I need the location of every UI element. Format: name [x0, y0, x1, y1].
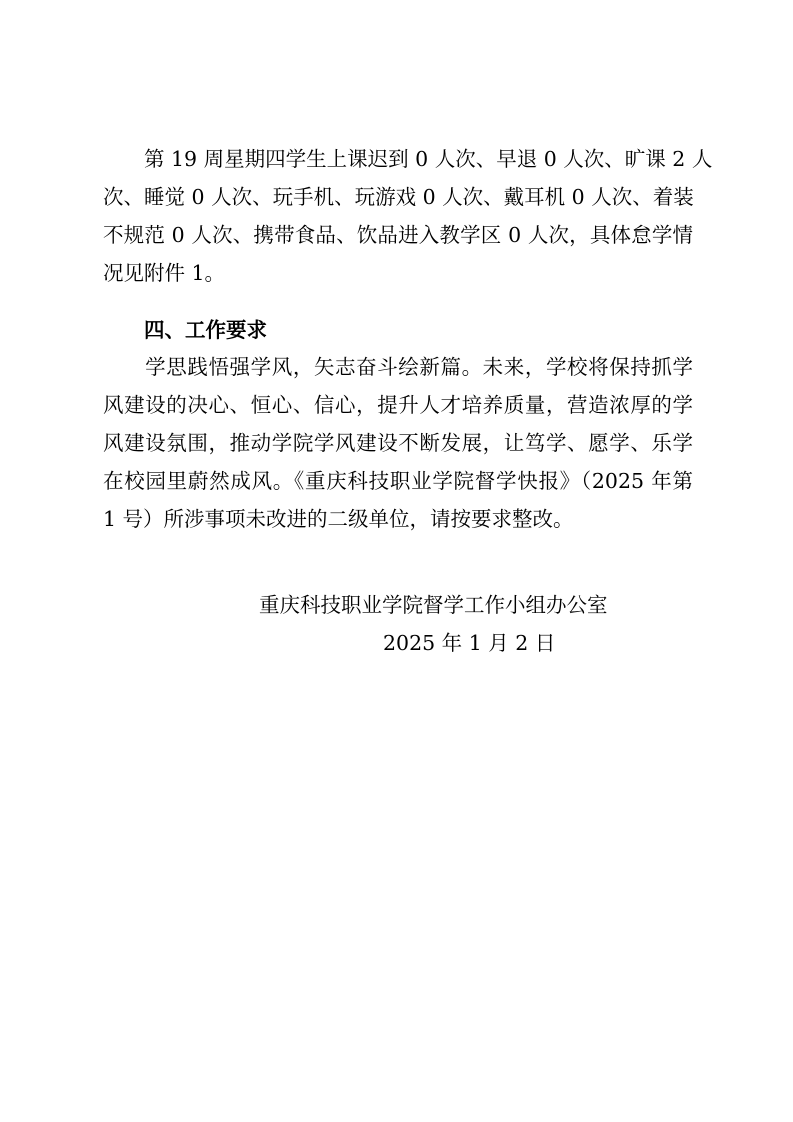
section-4-heading: 四、工作要求 — [144, 318, 267, 342]
signature-office: 重庆科技职业学院督学工作小组办公室 — [259, 593, 608, 617]
paragraph-1-line-3: 不规范 0 人次、携带食品、饮品进入教学区 0 人次，具体怠学情 — [103, 223, 693, 247]
section-4-line-2: 风建设的决心、恒心、信心，提升人才培养质量，营造浓厚的学 — [103, 393, 693, 417]
section-4-line-5: 1 号）所涉事项未改进的二级单位，请按要求整改。 — [103, 507, 574, 531]
paragraph-1-line-1: 第 19 周星期四学生上课迟到 0 人次、早退 0 人次、旷课 2 人 — [103, 147, 713, 171]
section-4-line-3: 风建设氛围，推动学院学风建设不断发展，让笃学、愿学、乐学 — [103, 431, 693, 455]
paragraph-1-line-4: 况见附件 1。 — [103, 261, 226, 285]
section-4-line-4: 在校园里蔚然成风。《重庆科技职业学院督学快报》（2025 年第 — [103, 469, 693, 493]
signature-date: 2025 年 1 月 2 日 — [383, 631, 556, 655]
section-4-line-1: 学思践悟强学风，矢志奋斗绘新篇。未来，学校将保持抓学 — [103, 355, 693, 379]
paragraph-1-line-2: 次、睡觉 0 人次、玩手机、玩游戏 0 人次、戴耳机 0 人次、着装 — [103, 185, 694, 209]
